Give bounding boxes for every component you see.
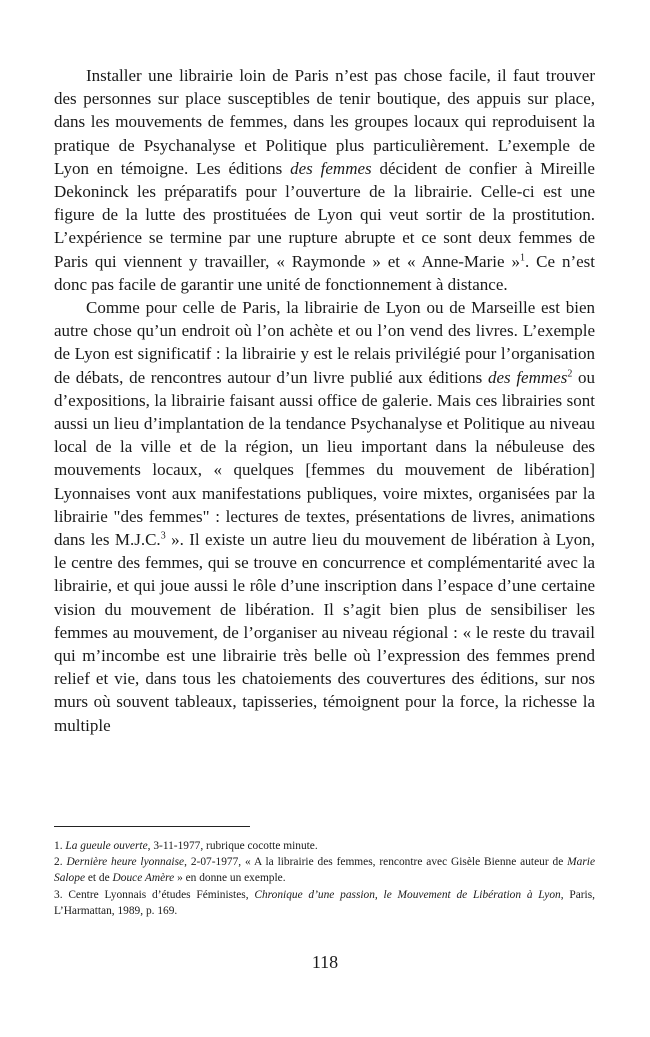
footnote-text: et de xyxy=(85,872,113,885)
footnotes xyxy=(54,838,595,919)
text-run: ». Il existe un autre lieu du mouvement de libération à Lyon, le centre des femmes, qui se trouve en concurrence et complémentarité avec la librairie, et qui joue aussi le rôle d’une inscription dans l’espace d’une certaine vision du mouvement de libération. Il s’agit bien plus de sensibiliser les femmes au mouvement, de l’organiser au niveau régional : « le reste du travail qui m’incombe est une librairie très belle où l’expression des femmes prend relief et vie, dans tous les chatoiements des couvertures des éditions, sur nos murs où souvent tableaux, tapisseries, témoignent pour la force, la richesse la multiple xyxy=(54,530,595,735)
footnote-title: Dernière heure lyonnaise xyxy=(66,856,185,869)
footnote-3 xyxy=(54,887,595,919)
footnote-text: , 3-11-1977, rubrique cocotte minute. xyxy=(147,840,318,852)
footnote-text: , Paris, L’Harmattan, 1989, p. 169. xyxy=(54,888,595,917)
italic-title: des femmes xyxy=(487,367,568,387)
footnote-2 xyxy=(54,854,595,886)
footnote-number: 1. xyxy=(54,840,66,852)
text-run: Installer une librairie loin de Paris n’est pas chose facile, il faut trouver des personnes sur place susceptibles de tenir boutique, des appuis sur place, dans les mouvements de femmes, dans les groupes locaux qui reproduisent la pratique de Psychanalyse et Politique plus particulièrement. L’exemple de Lyon en témoigne. Les éditions xyxy=(54,66,595,178)
footnote-text: » en donne un exemple. xyxy=(174,872,286,885)
footnote-title: Douce Amère xyxy=(112,872,175,885)
page-number: 118 xyxy=(311,952,339,972)
footnote-ref-2: 2 xyxy=(567,367,573,379)
footnote-number: 2. xyxy=(54,856,67,869)
footnote-title: Chronique d’une passion, le Mouvement de Libération à Lyon xyxy=(254,888,561,901)
footnote-number: 3. xyxy=(54,888,69,901)
paragraph-2 xyxy=(54,296,595,737)
footnote-ref-3: 3 xyxy=(160,530,166,542)
footnote-ref-1: 1 xyxy=(519,251,525,263)
italic-title: des femmes xyxy=(290,158,372,178)
page-body xyxy=(54,64,595,737)
footnote-title: La gueule ouverte xyxy=(65,840,148,852)
footnote-separator xyxy=(54,826,250,827)
text-run: décident de confier à Mireille Dekoninck les préparatifs pour l’ouverture de la librairie. Celle-ci est une figure de la lutte des prostituées de Lyon qui veut sortir de la prostitution. L’expérience se termine par une rupture abrupte et ce sont deux femmes de Paris qui viennent y travailler, « Raymonde » et « Anne-Marie » xyxy=(54,158,595,271)
text-run: . Ce n’est donc pas facile de garantir une unité de fonctionnement à distance. xyxy=(54,251,595,294)
footnote-text: Centre Lyonnais d’études Féministes, xyxy=(68,888,255,901)
footnote-title: Marie Salope xyxy=(54,856,596,885)
footnote-text: , 2-07-1977, « A la librairie des femmes, rencontre avec Gisèle Bienne auteur de xyxy=(184,856,568,869)
footnote-1 xyxy=(54,838,595,854)
text-run: ou d’expositions, la librairie faisant aussi office de galerie. Mais ces librairies sont aussi un lieu d’implantation de la tendance Psychanalyse et Politique au niveau local de la ville et de la région, un lieu important dans la nébuleuse des mouvements locaux, « quelques [femmes du mouvement de libération] Lyonnaises vont aux manifestations publiques, voire mixtes, organisées par la librairie "des femmes" : lectures de textes, présentations de livres, animations dans les M.J.C. xyxy=(54,367,595,550)
paragraph-1 xyxy=(54,64,595,296)
text-run: Comme pour celle de Paris, la librairie de Lyon ou de Marseille est bien autre chose qu’un endroit où l’on achète et ou l’on vend des livres. L’exemple de Lyon est significatif : la librairie y est le relais privilégié pour l’organisation de débats, de rencontres autour d’un livre publié aux éditions xyxy=(54,298,595,387)
